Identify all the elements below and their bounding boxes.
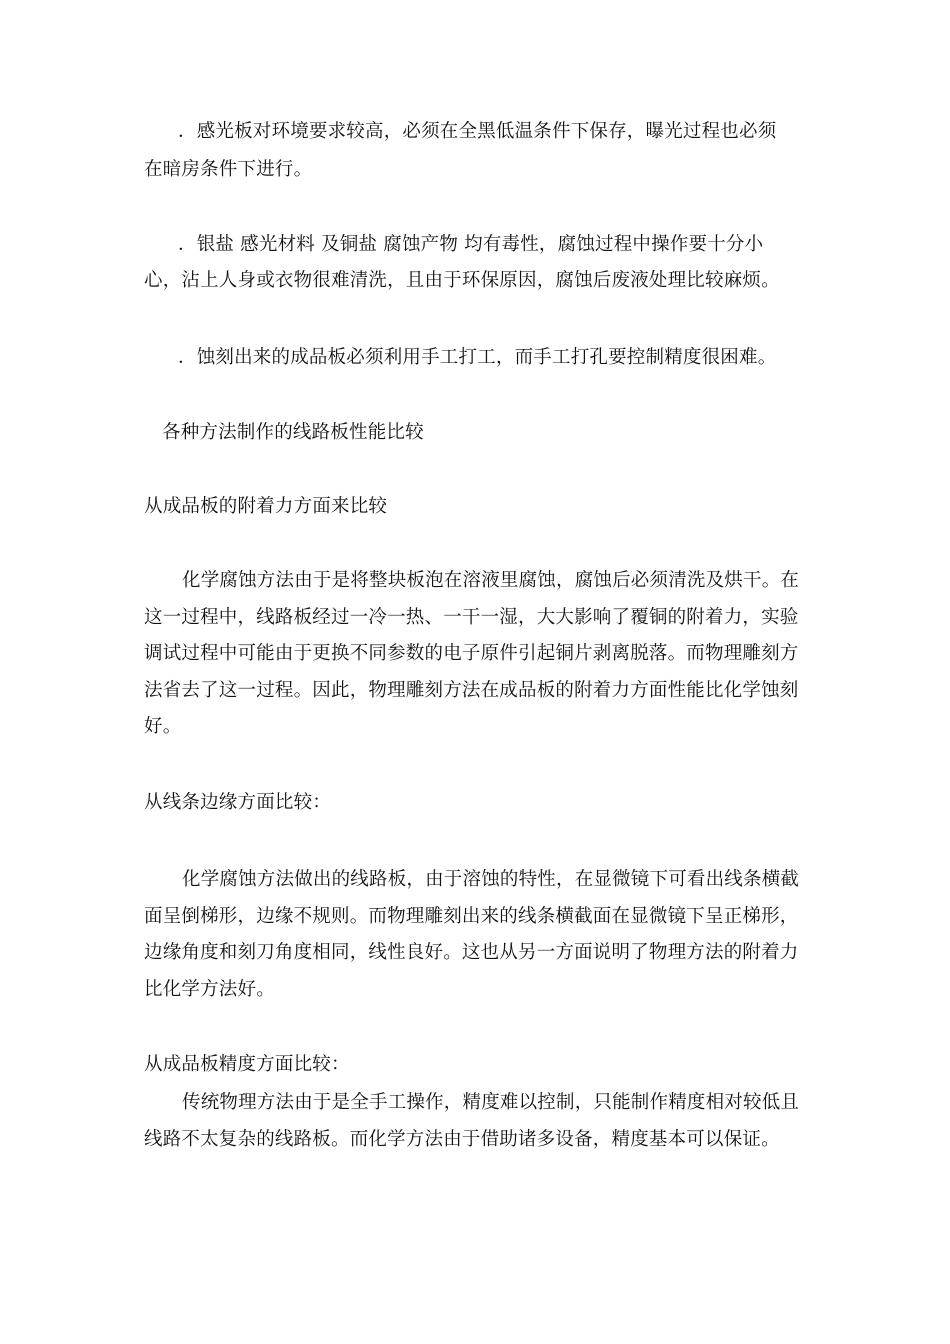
paragraph-4-line-5: 好。 — [144, 716, 182, 737]
paragraph-2-line-2: 心，沾上人身或衣物很难清洗，且由于环保原因，腐蚀后废液处理比较麻烦。 — [144, 270, 780, 291]
subsection-heading-precision: 从成品板精度方面比较： — [144, 1054, 350, 1075]
paragraph-5-line-4: 比化学方法好。 — [144, 979, 275, 1000]
paragraph-2-line-1: ．银盐 感光材料 及铜盐 腐蚀产物 均有毒性，腐蚀过程中操作要十分小 — [178, 234, 764, 255]
paragraph-1-line-1: ．感光板对环境要求较高，必须在全黑低温条件下保存，曝光过程也必须 — [178, 121, 777, 142]
paragraph-4-line-3: 调试过程中可能由于更换不同参数的电子原件引起铜片剥离脱落。而物理雕刻方 — [144, 643, 799, 664]
section-heading: 各种方法制作的线路板性能比较 — [162, 422, 424, 443]
paragraph-5-line-2: 面呈倒梯形，边缘不规则。而物理雕刻出来的线条横截面在显微镜下呈正梯形， — [144, 906, 799, 927]
paragraph-5-line-3: 边缘角度和刻刀角度相同，线性良好。这也从另一方面说明了物理方法的附着力 — [144, 942, 799, 963]
paragraph-4-line-4: 法省去了这一过程。因此，物理雕刻方法在成品板的附着力方面性能比化学蚀刻 — [144, 680, 799, 701]
subsection-heading-edge: 从线条边缘方面比较： — [144, 792, 332, 813]
paragraph-1-line-2: 在暗房条件下进行。 — [144, 159, 313, 180]
paragraph-3-line-1: ．蚀刻出来的成品板必须利用手工打工，而手工打孔要控制精度很困难。 — [178, 347, 777, 368]
subsection-heading-adhesion: 从成品板的附着力方面来比较 — [144, 496, 388, 517]
paragraph-4-line-1: 化学腐蚀方法由于是将整块板泡在溶液里腐蚀，腐蚀后必须清洗及烘干。在 — [182, 570, 800, 591]
paragraph-5-line-1: 化学腐蚀方法做出的线路板，由于溶蚀的特性，在显微镜下可看出线条横截 — [182, 869, 800, 890]
paragraph-6-line-2: 线路不太复杂的线路板。而化学方法由于借助诸多设备，精度基本可以保证。 — [144, 1129, 780, 1150]
paragraph-4-line-2: 这一过程中，线路板经过一冷一热、一干一湿，大大影响了覆铜的附着力，实验 — [144, 607, 799, 628]
paragraph-6-line-1: 传统物理方法由于是全手工操作，精度难以控制，只能制作精度相对较低且 — [182, 1092, 800, 1113]
